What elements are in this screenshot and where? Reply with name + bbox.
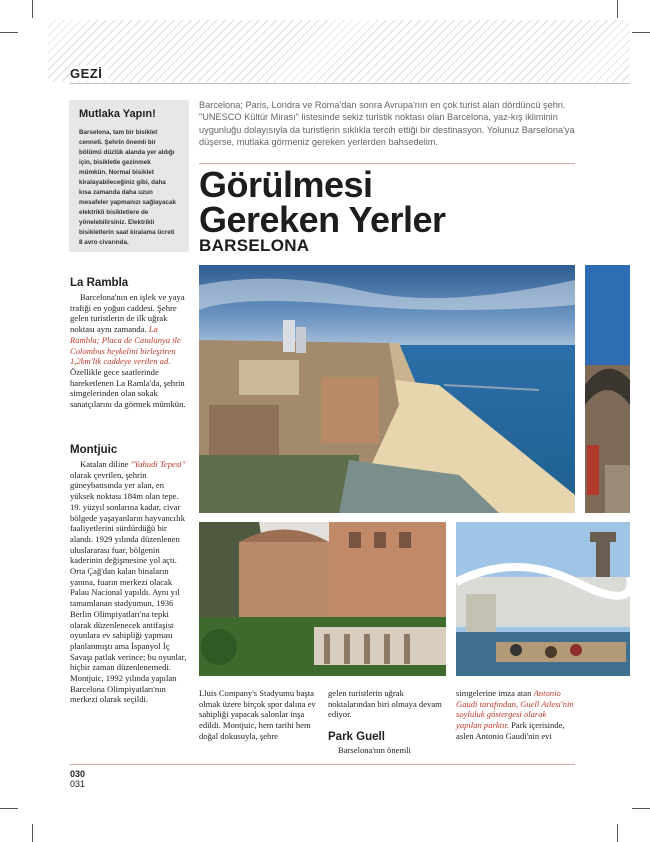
page-subtitle: BARSELONA <box>199 236 310 255</box>
column-2-text <box>199 688 317 742</box>
photo-right-strip <box>585 265 630 513</box>
rambla-text <box>70 292 188 410</box>
waterfront-illustration <box>456 522 630 676</box>
crop-mark <box>32 0 33 18</box>
tip-box <box>69 100 189 252</box>
park-guell-paragraph: Barselona'nın önemli <box>338 745 411 755</box>
coast-illustration <box>199 265 575 513</box>
column-4-text <box>456 688 574 742</box>
col3-paragraph: gelen turistlerin uğrak noktalarından biri olmaya devam ediyor. <box>328 688 442 720</box>
crop-mark <box>0 808 18 809</box>
crop-mark <box>632 32 650 33</box>
tip-box-title: Mutlaka Yapın! <box>79 108 156 120</box>
tip-box-text: Barselona, tam bir bisiklet cenneti. Şehrin önemli bir bölümü düzlük alanda yer aldığı için, bisikletle gezinmek mümkün. Normal bisiklet kiralayabileceğiniz gibi, daha kısa zamanda daha uzun mesafeler yapmanızı sağlayacak elektrikli bisikletlere de yönelebilirsiniz. Elektrikli bisikletlerin saat kiralama ücreti 8 avro civarında. <box>79 129 176 246</box>
intro-paragraph: Barcelona; Paris, Londra ve Roma'dan sonra Avrupa'nın en çok turist alan dördüncü şehri. "UNESCO Kültür Mirası" listesinde sekiz turistik noktası olan Barcelona, yaz-kış ikliminin uygunluğu dolayısıyla da turistlerin sıklıkla tercih ettiği bir destinasyon. Yolunuz Barselona'ya düşerse, mutlaka görmeniz gereken yerlerden bahsedelim. <box>199 100 575 148</box>
photo-monastery <box>199 522 446 676</box>
col4-text-a: simgelerine imza atan <box>456 688 534 698</box>
montjuic-text-b: olarak çevrilen, şehrin güneybatısında yer alan, en yüksek noktası 184m olan tepe. 19. yüzyıl sonlarına kadar, civar bölgede yaşayanların hayvancılık faaliyetlerini sürdürdüğü bir alandı. 1929 yılında düzenlenen uluslararası fuar, bölgenin kaderinin değişmesine yol açtı. Orta Çağ'dan kalan binaların yanına, fuarın merkezi olacak Palau Nacional yapıldı. Aynı yıl tamamlanan stadyumun, 1936 Berlin Olimpiyatları'na tepki olarak düzenlenecek antifaşist oyunlara ev sahipliği yapması planlanmıştı ama İspanyol İç Savaşı patlak verince; bu oyunlar, hiçbir zaman düzenlenemedi. Montjuic, 1992 yılında yapılan Barcelona Olimpiyatları'nın merkezi olarak seçildi. <box>70 469 187 705</box>
title-line-2: Gereken Yerler <box>199 199 446 240</box>
montjuic-highlight: "Yahudi Tepesi" <box>130 459 186 469</box>
page-number-right: 031 <box>70 779 86 789</box>
photo-waterfront <box>456 522 630 676</box>
park-guell-text <box>328 745 446 756</box>
column-3-text <box>328 688 446 720</box>
rambla-text-a: Barcelona'nın en işlek ve yaya trafiği en yoğun caddesi. Şehre gelen turistlerin de ilk uğrak noktası aynı zamanda. <box>70 292 185 335</box>
rambla-highlight: La Rambla; Placa de Catalunya ile Colombus heykelini birleştiren 1,2km'lik caddeye verilen ad. <box>70 324 181 367</box>
rambla-text-b: Özellikle gece saatlerinde hareketlenen La Ramla'da, şehrin simgelerinden olan sokak sanatçılarını da görmek mümkün. <box>70 366 186 410</box>
page-title <box>199 164 446 240</box>
photo-barcelona-coast <box>199 265 575 513</box>
crop-mark <box>617 824 618 842</box>
rambla-heading: La Rambla <box>70 277 129 289</box>
montjuic-text <box>70 459 188 705</box>
title-line-1: Görülmesi <box>199 164 373 205</box>
col4-highlight: Antonio Gaudi tarafından, Guell Ailesi'nin soyluluk göstergesi olarak yapılan parktır. <box>456 688 574 731</box>
header-hatch-band <box>48 20 630 82</box>
monastery-illustration <box>199 522 446 676</box>
header-rule <box>70 83 630 84</box>
section-label: GEZİ <box>70 66 108 81</box>
col2-paragraph: Lluis Company's Stadyumu başta olmak üzere birçok spor dalına ev sahipliği yapacak salonlar inşa edildi. Montjuic, hem tarihi hem doğal dokusuyla, şehre <box>199 688 316 741</box>
col4-text-b: Park içerisinde, aslen Antonio Gaudi'nin evi <box>456 720 565 741</box>
strip-illustration <box>585 265 630 513</box>
montjuic-heading: Montjuic <box>70 444 118 456</box>
crop-mark <box>0 32 18 33</box>
montjuic-text-a: Katalan diline <box>80 459 131 469</box>
page-number-left: 030 <box>70 769 86 779</box>
crop-mark <box>632 808 650 809</box>
crop-mark <box>32 824 33 842</box>
park-guell-heading: Park Guell <box>328 731 385 743</box>
footer-rule <box>70 764 575 765</box>
crop-mark <box>617 0 618 18</box>
